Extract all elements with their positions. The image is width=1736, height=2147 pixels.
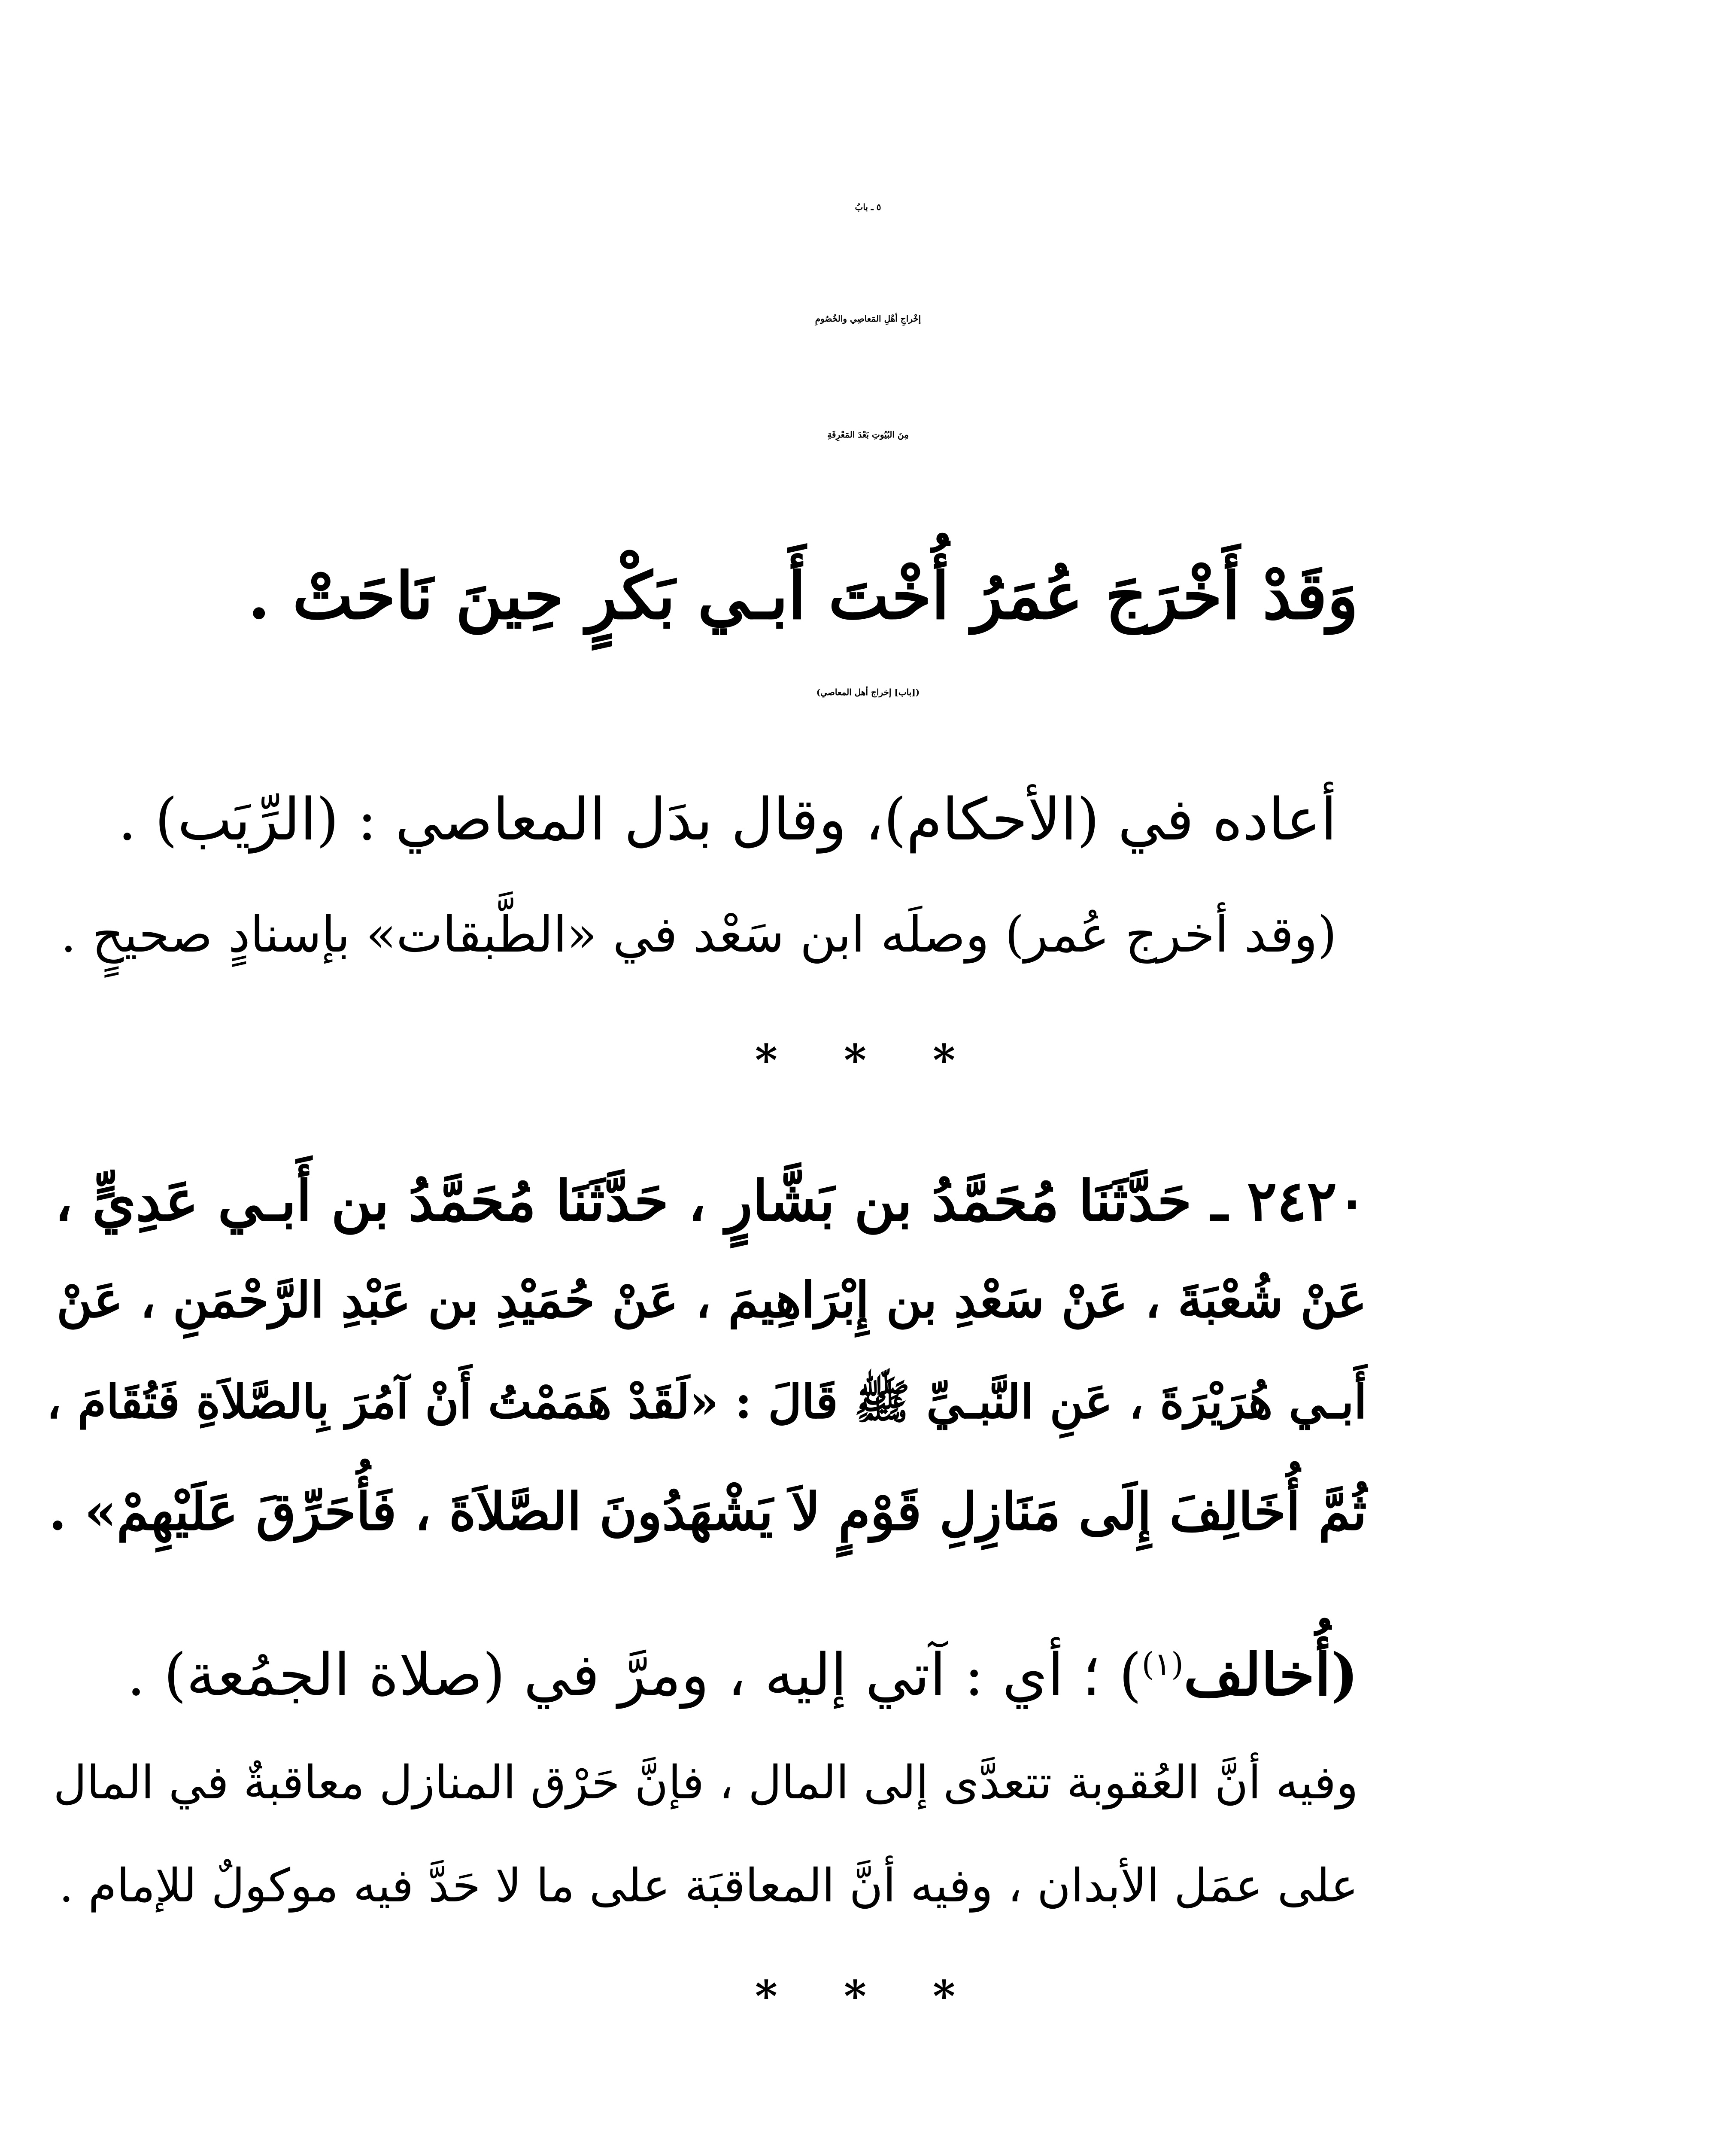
commentary-heading: ([باب] إخراج أهل المعاصي) — [816, 687, 920, 697]
hadith-line-4: ثُمَّ أُخَالِفَ إِلَى مَنَازِلِ قَوْمٍ لاَ يَشْهَدُونَ الصَّلاَةَ ، فَأُحَرِّقَ عَلَيْهِمْ» . — [49, 1481, 1367, 1542]
explanation-line-3: على عمَل الأبدان ، وفيه أنَّ المعاقبَة على ما لا حَدَّ فيه موكولٌ للإمام . — [59, 1859, 1358, 1913]
commentary-line-2: (وقد أخرج عُمر) وصلَه ابن سَعْد في «الطَّبقات» بإسنادٍ صحيحٍ . — [61, 906, 1337, 964]
commentary-line-1: أعاده في (الأحكام)، وقال بدَل المعاصي : (الرِّيَب) . — [118, 786, 1337, 853]
chapter-number: ٥ ـ بابُ — [855, 202, 881, 212]
section-separator: * * * — [755, 1035, 981, 1086]
chapter-title-line-1: إخْراجِ أهْلِ المَعاصِي والخُصُومِ — [815, 313, 921, 324]
explanation-line-1-rest: ) ؛ أي : آتي إليه ، ومرَّ في (صلاة الجمُعة) . — [127, 1641, 1142, 1709]
explanation-term: (أُخالف — [1184, 1640, 1358, 1709]
hadith-line-1: ٢٤٢٠ ـ حَدَّثَنَا مُحَمَّدُ بن بَشَّارٍ ، حَدَّثَنَا مُحَمَّدُ بن أَبـي عَدِيٍّ ، — [55, 1168, 1367, 1234]
section-separator: * * * — [755, 1971, 981, 2022]
explanation-line-1 — [127, 1640, 1358, 1709]
explanation-line-2: وفيه أنَّ العُقوبة تتعدَّى إلى المال ، فإنَّ حَرْق المنازل معاقبةٌ في المال — [53, 1756, 1358, 1809]
footnote-marker: (١) — [1141, 1645, 1184, 1683]
chapter-title-line-2: مِنَ البُيُوتِ بَعْدَ المَعْرِفَةِ — [827, 429, 909, 440]
hadith-line-3: أَبـي هُرَيْرَةَ ، عَنِ النَّبـيِّ ﷺ قَالَ : «لَقَدْ هَمَمْتُ أَنْ آمُرَ بِالصَّلاَةِ فَتُقَامَ ، — [46, 1375, 1367, 1429]
hadith-line-2: عَنْ شُعْبَةَ ، عَنْ سَعْدِ بن إِبْرَاهِيمَ ، عَنْ حُمَيْدِ بن عَبْدِ الرَّحْمَنِ ، عَنْ — [56, 1271, 1367, 1329]
chapter-verse: وَقَدْ أَخْرَجَ عُمَرُ أُخْتَ أَبـي بَكْرٍ حِينَ نَاحَتْ . — [248, 558, 1358, 634]
